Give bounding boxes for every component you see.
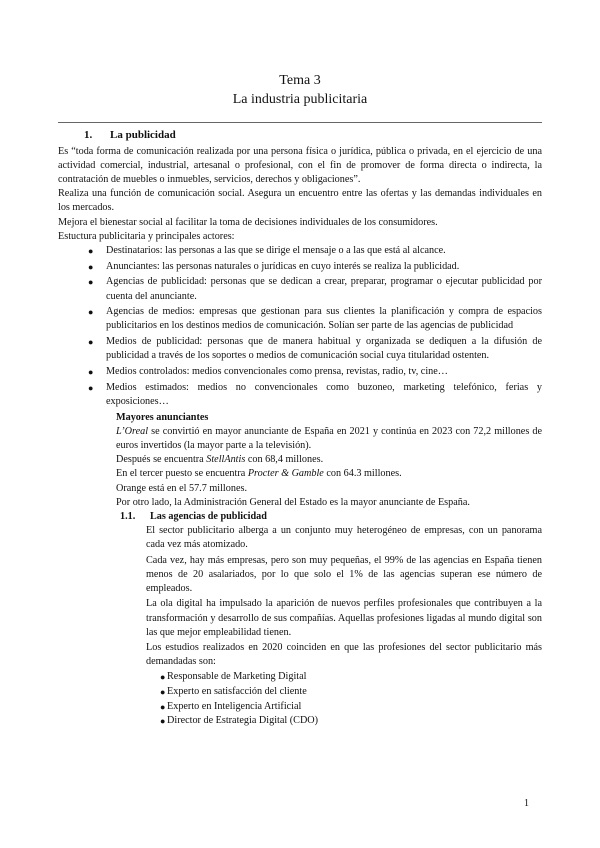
- paragraph: En el tercer puesto se encuentra Procter & Gamble con 64.3 millones.: [116, 468, 402, 480]
- bullet-icon: ●: [88, 245, 94, 256]
- paragraph: Por otro lado, la Administración General del Estado es la mayor anunciante de España.: [116, 496, 470, 508]
- bullet-icon: ●: [88, 261, 94, 272]
- paragraph: La ola digital ha impulsado la aparición de nuevos perfiles profesionales que contribuyen a la transformación y desarrollo de sus compañías. Aquellas profesiones ligadas al mundo digital son las que mejor empleabilidad tienen.: [146, 598, 542, 638]
- subsection-number: 1.1.: [120, 511, 136, 523]
- list-item: ● Medios de publicidad: personas que de manera habitual y organizada se dediquen a la difusión de publicidad a través de los soportes o medios de comunicación social cuya titularidad ostenten.: [88, 336, 542, 362]
- bullet-icon: ●: [88, 382, 94, 393]
- page-number: 1: [524, 798, 529, 809]
- professions-list: [58, 670, 542, 728]
- paragraph: Realiza una función de comunicación social. Asegura un encuentro entre las ofertas y las demandas individuales en los mercados.: [58, 188, 542, 214]
- advertisers-heading: Mayores anunciantes: [116, 411, 209, 423]
- list-item: ● Medios estimados: medios no convencionales como buzoneo, marketing telefónico, ferias y exposiciones…: [88, 381, 542, 407]
- list-item: ● Anunciantes: las personas naturales o jurídicas en cuyo interés se realiza la publicidad.: [58, 260, 542, 274]
- bullet-icon: ●: [88, 277, 94, 288]
- section-heading-1-1: [58, 510, 542, 524]
- advertisers-block: [58, 411, 542, 510]
- title-topic-name: La industria publicitaria: [232, 92, 368, 107]
- paragraph: Es “toda forma de comunicación realizada por una persona física o jurídica, pública o privada, en el ejercicio de una actividad comercial, industrial, artesanal o profesional, con el fin de promover de forma directa o indirecta, la contratación de muebles o inmuebles, servicios, derechos y obligaciones”.: [58, 145, 542, 185]
- brand-name: L’Oreal: [116, 425, 149, 437]
- paragraph: Orange está en el 57.7 millones.: [116, 482, 247, 494]
- list-item: ● Responsable de Marketing Digital: [58, 670, 542, 684]
- agencies-block: [58, 524, 542, 669]
- bullet-icon: ●: [160, 716, 166, 727]
- paragraph: Después se encuentra StellAntis con 68,4 millones.: [116, 454, 324, 466]
- section-number: 1.: [84, 129, 93, 141]
- paragraph: El sector publicitario alberga a un conjunto muy heterogéneo de empresas, con un panorama cada vez más atomizado.: [146, 525, 542, 551]
- paragraph: Cada vez, hay más empresas, pero son muy pequeñas, el 99% de las agencias en España tienen menos de 20 asalariados, por lo que solo el 1% de las agencias superan ese número de empleados.: [146, 554, 542, 595]
- list-item: ● Agencias de medios: empresas que gestionan para sus clientes la planificación y compra de espacios publicitarios en los destinos medios de comunicación. Solían ser parte de las agencias de publicidad: [88, 306, 542, 332]
- paragraph: Estuctura publicitaria y principales actores:: [58, 230, 235, 242]
- brand-name: Procter & Gamble: [247, 468, 324, 480]
- document-body: [58, 128, 542, 729]
- subsection-title: Las agencias de publicidad: [150, 511, 267, 523]
- bullet-icon: ●: [160, 701, 166, 712]
- brand-name: StellAntis: [206, 454, 246, 466]
- paragraph: L’Oreal se convirtió en mayor anunciante de España en 2021 y continúa en 2023 con 72,2 millones de euros invertidos (la mayor parte a la televisión).: [116, 425, 542, 452]
- document-title: [0, 72, 600, 109]
- bullet-icon: ●: [160, 672, 166, 683]
- paragraph: Los estudios realizados en 2020 coinciden en que las profesiones del sector publicitario más demandadas son:: [146, 641, 542, 668]
- bullet-icon: ●: [88, 337, 94, 348]
- bullet-icon: ●: [88, 367, 94, 378]
- list-item: ● Experto en satisfacción del cliente: [58, 685, 542, 699]
- title-topic-number: Tema 3: [279, 73, 321, 88]
- section-title: La publicidad: [110, 129, 176, 141]
- title-divider: [58, 122, 542, 123]
- list-item: ● Destinatarios: las personas a las que se dirige el mensaje o a las que está al alcance.: [58, 244, 542, 258]
- bullet-icon: ●: [160, 687, 166, 698]
- section-heading-1: [58, 128, 542, 143]
- list-item: ● Experto en Inteligencia Artificial: [58, 700, 542, 714]
- list-item: ● Director de Estrategia Digital (CDO): [58, 714, 542, 728]
- actors-list: [58, 244, 542, 409]
- list-item: ● Agencias de publicidad: personas que se dedican a crear, preparar, programar o ejecutar publicidad por cuenta del anunciante.: [88, 276, 542, 302]
- bullet-icon: ●: [88, 307, 94, 318]
- list-item: ● Medios controlados: medios convencionales como prensa, revistas, radio, tv, cine…: [58, 365, 542, 379]
- paragraph: Mejora el bienestar social al facilitar la toma de decisiones individuales de los consumidores.: [58, 216, 438, 228]
